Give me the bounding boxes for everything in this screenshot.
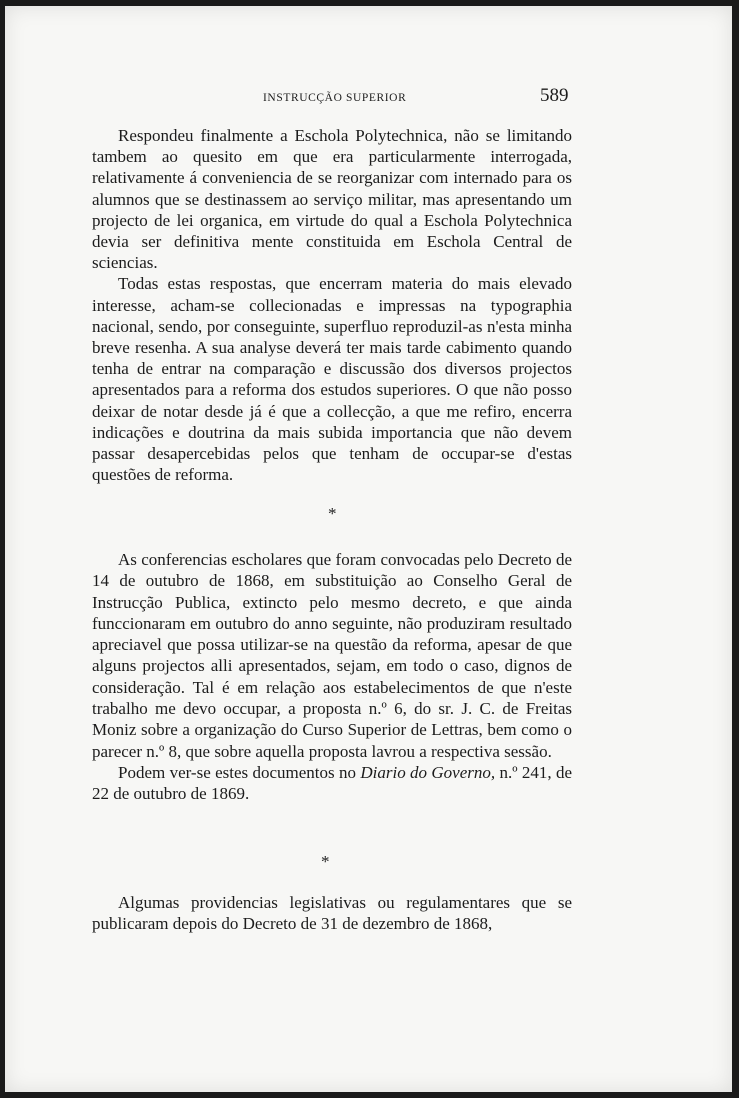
paragraph-text: Podem ver-se estes documentos no [118,762,361,782]
paragraph: Todas estas respostas, que encerram materia do mais elevado interesse, acham-se collecionadas e impressas na typographia nacional, sendo, por conseguinte, superfluo reproduzil-as n'esta minha breve resenha. A sua analyse deverá ter mais tarde cabimento quando tenha de entrar na comparação e discussão dos diversos projectos apresentados para a reforma dos estudos superiores. O que não posso deixar de notar desde já é que a collecção, a que me refiro, encerra indicações e doutrina da mais subida importancia que não devem passar desapercebidas pelos que tenham de occupar-se d'estas questões de reforma. [92,274,572,485]
paragraph: Algumas providencias legislativas ou regulamentares que se publicaram depois do Decreto de 31 de dezembro de 1868, [92,893,572,934]
section-1 [92,125,572,485]
paragraph [92,762,572,805]
paragraph-text: n.º 241, de 22 de outubro de 1869. [92,762,572,804]
paragraph: As conferencias escholares que foram convocadas pelo Decreto de 14 de outubro de 1868, em substituição ao Conselho Geral de Instrucção Publica, extincto pelo mesmo decreto, e que ainda funccionaram em outubro do anno seguinte, não produziram resultado apreciavel que possa utilizar-se na questão da reforma, apesar de que alguns projectos alli apresentados, sejam, em todo o caso, dignos de consideração. Tal é em relação aos estabelecimentos de que n'este trabalho me devo occupar, a proposta n.º 6, do sr. J. C. de Freitas Moniz sobre a organização do Curso Superior de Lettras, bem como o parecer n.º 8, que sobre aquella proposta lavrou a respectiva sessão. [92,550,572,761]
section-3 [92,892,572,934]
running-head: INSTRUCÇÃO SUPERIOR [263,92,407,104]
page-number: 589 [540,85,569,106]
section-separator: * [321,852,330,871]
book-page [5,6,732,1092]
section-separator: * [328,504,337,523]
paragraph: Respondeu finalmente a Eschola Polytechnica, não se limitando tambem ao quesito em que era particularmente interrogada, relativamente á conveniencia de se reorganizar com internado para os alumnos que se destinassem ao serviço militar, mas apresentando um projecto de lei organica, em virtude do qual a Eschola Polytechnica devia ser definitiva mente constituida em Eschola Central de sciencias. [92,126,572,273]
publication-title: Diario do Governo, [360,762,496,782]
section-2 [92,549,572,805]
